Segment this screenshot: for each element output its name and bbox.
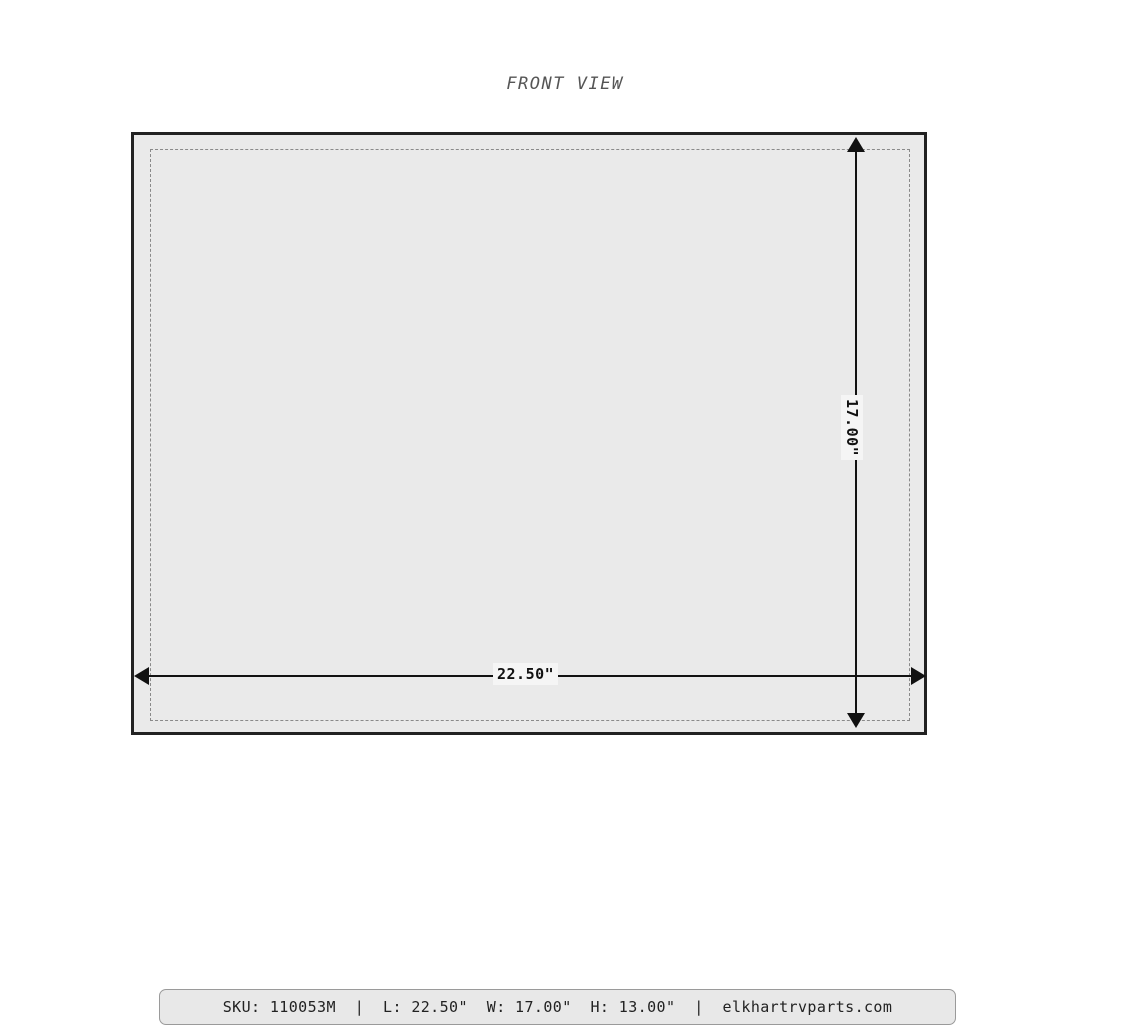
part-inset-dashed-boundary <box>150 149 910 721</box>
height-dimension-label: 17.00" <box>841 395 863 460</box>
arrow-right-icon <box>911 667 926 685</box>
width-dimension-label: 22.50" <box>493 663 558 685</box>
arrow-left-icon <box>134 667 149 685</box>
arrow-down-icon <box>847 713 865 728</box>
view-title: FRONT VIEW <box>506 74 624 94</box>
footer-info-text: SKU: 110053M | L: 22.50" W: 17.00" H: 13.00" | elkhartrvparts.com <box>222 998 893 1016</box>
footer-info-bar <box>159 989 956 1025</box>
arrow-up-icon <box>847 137 865 152</box>
